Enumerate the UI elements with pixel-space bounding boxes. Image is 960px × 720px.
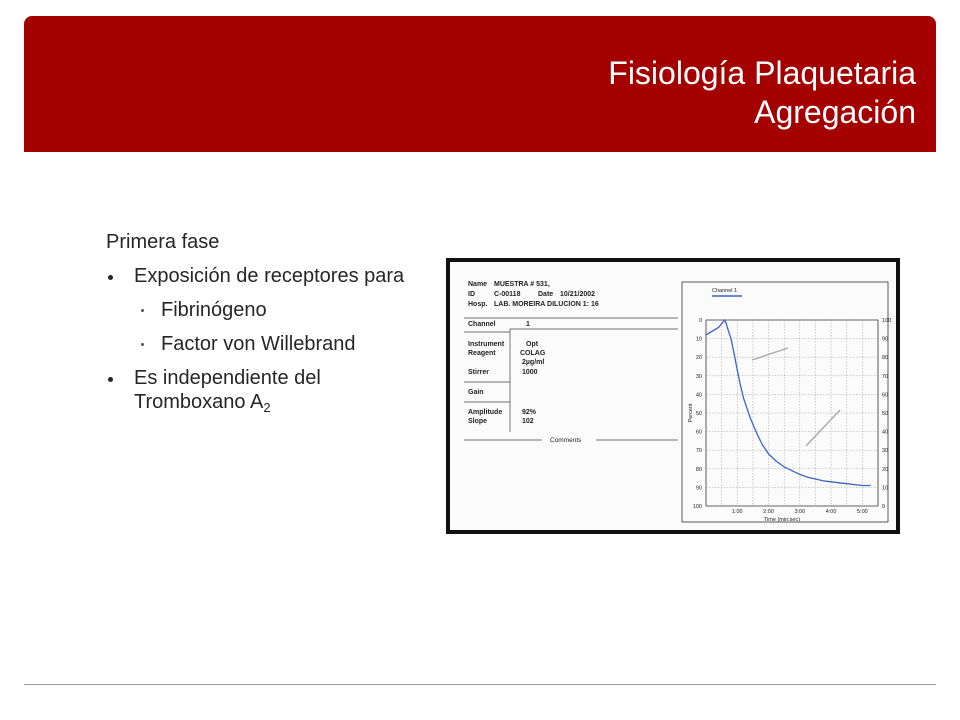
x-tick-label: 3:00 bbox=[794, 509, 806, 515]
amplitude-label: Amplitude bbox=[468, 409, 503, 416]
bullet-receptors: Exposición de receptores para bbox=[106, 264, 406, 288]
chart-outer-frame bbox=[682, 282, 888, 522]
stirrer-value: 1000 bbox=[522, 369, 538, 376]
legend-label: Channel 1 bbox=[712, 288, 738, 294]
trace-point bbox=[721, 323, 722, 324]
x-tick-label: 2:00 bbox=[763, 509, 774, 515]
date-label: Date bbox=[538, 291, 554, 298]
hosp-value: LAB. MOREIRA DILUCION 1: 16 bbox=[494, 301, 599, 308]
subscript-2: 2 bbox=[263, 400, 271, 415]
sub-bullet-von-willebrand: Factor von Willebrand bbox=[106, 332, 406, 356]
trace-point bbox=[762, 444, 763, 445]
trace-point bbox=[854, 484, 855, 485]
y-tick-label-right: 20 bbox=[882, 466, 889, 473]
y-tick-label-left: 70 bbox=[695, 448, 702, 455]
trace-point bbox=[724, 319, 725, 320]
lead-text: Primera fase bbox=[106, 231, 220, 253]
trace-point bbox=[830, 481, 831, 482]
aggregation-trace bbox=[706, 320, 870, 486]
title-line-2: Agregación bbox=[754, 94, 916, 130]
aggregometry-report-image bbox=[446, 258, 900, 534]
x-axis-label: Time (min:sec) bbox=[763, 517, 801, 523]
y-tick-label-right: 80 bbox=[882, 355, 889, 362]
y-tick-label-right: 50 bbox=[882, 411, 889, 417]
name-value: MUESTRA # 531, bbox=[494, 281, 550, 288]
annotation-arrow bbox=[806, 410, 840, 446]
trace-point bbox=[709, 332, 710, 333]
footer-divider bbox=[24, 684, 936, 685]
y-tick-label-right: 0 bbox=[882, 504, 886, 510]
amplitude-value: 92% bbox=[522, 409, 537, 416]
reagent-label: Reagent bbox=[468, 350, 496, 357]
trace-point bbox=[823, 480, 824, 481]
trace-point bbox=[846, 483, 847, 484]
y-tick-label-right: 40 bbox=[882, 429, 889, 436]
title-bar bbox=[24, 16, 936, 152]
x-tick-label: 5:00 bbox=[857, 509, 868, 515]
slide-title bbox=[608, 54, 916, 132]
annotation-arrow bbox=[752, 348, 788, 360]
slope-value: 102 bbox=[522, 418, 534, 425]
trace-point bbox=[870, 485, 871, 486]
y-tick-label-right: 30 bbox=[882, 448, 889, 455]
y-tick-label-left: 10 bbox=[695, 336, 702, 343]
y-tick-label-right: 70 bbox=[882, 373, 889, 380]
trace-point bbox=[755, 431, 756, 432]
trace-point bbox=[749, 416, 750, 417]
trace-point bbox=[718, 327, 719, 328]
name-label: Name bbox=[468, 281, 488, 288]
trace-point bbox=[807, 477, 808, 478]
y-tick-label-left: 50 bbox=[695, 411, 702, 417]
trace-point bbox=[712, 331, 713, 332]
trace-point bbox=[815, 478, 816, 479]
trace-point bbox=[743, 398, 744, 399]
x-tick-label: 1:00 bbox=[731, 509, 743, 515]
y-tick-label-left: 60 bbox=[695, 429, 702, 436]
date-value: 10/21/2002 bbox=[560, 291, 596, 298]
trace-point bbox=[740, 385, 741, 386]
y-tick-label-left: 90 bbox=[695, 485, 702, 492]
y-tick-label-left: 40 bbox=[695, 392, 702, 399]
trace-point bbox=[784, 466, 785, 467]
report-svg bbox=[450, 262, 896, 530]
y-tick-label-left: 30 bbox=[695, 373, 702, 380]
y-tick-label-right: 10 bbox=[882, 485, 889, 492]
trace-point bbox=[726, 323, 727, 324]
trace-point bbox=[776, 461, 777, 462]
x-tick-label: 4:00 bbox=[825, 509, 837, 515]
y-axis-label: Percent bbox=[688, 403, 694, 423]
trace-point bbox=[737, 370, 738, 371]
slide-body bbox=[106, 230, 406, 424]
plot-area bbox=[706, 320, 878, 506]
y-tick-label-right: 60 bbox=[882, 392, 889, 399]
instrument-label: Instrument bbox=[468, 341, 505, 348]
title-line-1: Fisiología Plaquetaria bbox=[608, 55, 916, 91]
sub-bullet-fibrinogen: Fibrinógeno bbox=[106, 298, 406, 322]
instrument-value: Opt bbox=[526, 341, 539, 348]
channel-value: 1 bbox=[526, 321, 530, 328]
id-label: ID bbox=[468, 291, 475, 298]
trace-point bbox=[768, 453, 769, 454]
y-tick-label-right: 90 bbox=[882, 336, 889, 343]
trace-point bbox=[799, 474, 800, 475]
trace-point bbox=[727, 329, 728, 330]
comments-label: Comments bbox=[550, 437, 582, 444]
gain-label: Gain bbox=[468, 389, 484, 396]
report-paper bbox=[450, 262, 896, 530]
form-lines bbox=[464, 318, 678, 440]
trace-point bbox=[730, 338, 731, 339]
reagent-concentration: 2µg/ml bbox=[522, 359, 545, 366]
trace-point bbox=[791, 470, 792, 471]
hosp-label: Hosp. bbox=[468, 301, 488, 308]
trace-point bbox=[715, 329, 716, 330]
y-tick-label-left: 20 bbox=[695, 355, 702, 362]
channel-label: Channel bbox=[468, 321, 496, 328]
trace-point bbox=[705, 334, 706, 335]
bullet-thromboxane-text: Es independiente del Tromboxano A bbox=[134, 367, 321, 413]
slope-label: Slope bbox=[468, 418, 488, 425]
id-value: C-00118 bbox=[494, 291, 521, 298]
y-tick-label-left: 100 bbox=[692, 504, 702, 510]
trace-point bbox=[862, 485, 863, 486]
aggregation-chart bbox=[682, 282, 891, 523]
y-tick-label-left: 0 bbox=[698, 318, 702, 324]
y-tick-label-right: 100 bbox=[882, 318, 892, 324]
y-tick-label-left: 80 bbox=[695, 466, 702, 473]
trace-point bbox=[734, 353, 735, 354]
bullet-thromboxane bbox=[106, 366, 406, 414]
reagent-value: COLAG bbox=[520, 350, 546, 357]
stirrer-label: Stirrer bbox=[468, 369, 490, 376]
trace-point bbox=[838, 482, 839, 483]
